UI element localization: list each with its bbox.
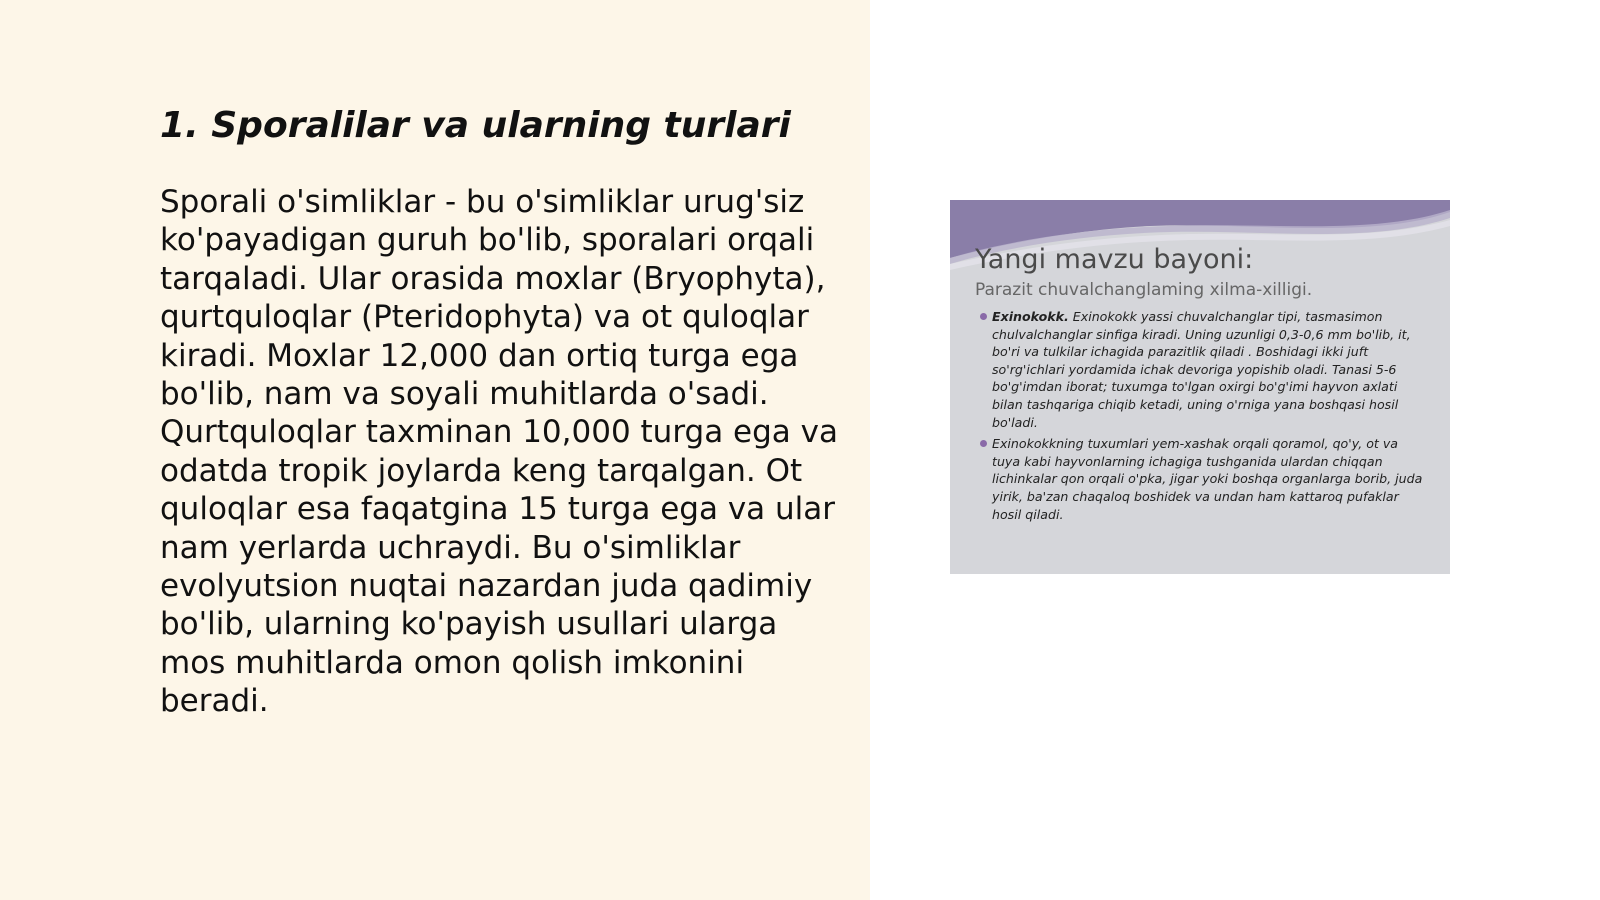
embedded-bullet-list — [980, 308, 1425, 527]
bullet-bold-term: Exinokokk. — [992, 309, 1069, 324]
bullet-text: Exinokokkning tuxumlari yem-xashak orqali qoramol, qo'y, ot va tuya kabi hayvonlarning ichagiga tushganida ulardan chiqqan lichinkalar qon orqali o'pka, jigar yoki boshqa organlarga borib, juda yirik, ba'zan chaqaloq boshidek va undan ham kattaroq pufaklar hosil qiladi. — [992, 436, 1423, 522]
embedded-subtitle: Parazit chuvalchanglaming xilma-xilligi. — [975, 280, 1313, 300]
embedded-slide-image — [950, 200, 1450, 574]
bullet-text: Exinokokk yassi chuvalchanglar tipi, tasmasimon chulvalchanglar sinfiga kiradi. Uning uzunligi 0,3-0,6 mm bo'lib, it, bo'ri va tulkilar ichagida parazitlik qiladi . Boshidagi ikki juft so'rg'ichlari yordamida ichak devoriga yopishib oladi. Tanasi 5-6 bo'g'imdan iborat; tuxumga to'lgan oxirgi bo'g'imi hayvon axlati bilan tashqariga chiqib ketadi, uning o'rniga yana boshqasi hosil bo'ladi. — [992, 309, 1411, 430]
embedded-title: Yangi mavzu bayoni: — [975, 244, 1254, 275]
slide-title: 1. Sporalilar va ularning turlari — [160, 105, 791, 146]
embedded-bullet-item — [980, 435, 1425, 523]
slide-body-text: Sporali o'simliklar - bu o'simliklar urug'siz ko'payadigan guruh bo'lib, sporalari orqali tarqaladi. Ular orasida moxlar (Bryophyta), qurtquloqlar (Pteridophyta) va ot quloqlar kiradi. Moxlar 12,000 dan ortiq turga ega bo'lib, nam va soyali muhitlarda o'sadi. Qurtquloqlar taxminan 10,000 turga ega va odatda tropik joylarda keng tarqalgan. Ot quloqlar esa faqatgina 15 turga ega va ular nam yerlarda uchraydi. Bu o'simliklar evolyutsion nuqtai nazardan juda qadimiy bo'lib, ularning ko'payish usullari ularga mos muhitlarda omon qolish imkonini beradi. — [160, 184, 838, 720]
bullet-dot-icon — [980, 440, 987, 447]
bullet-dot-icon — [980, 313, 987, 320]
embedded-bullet-item — [980, 308, 1425, 431]
